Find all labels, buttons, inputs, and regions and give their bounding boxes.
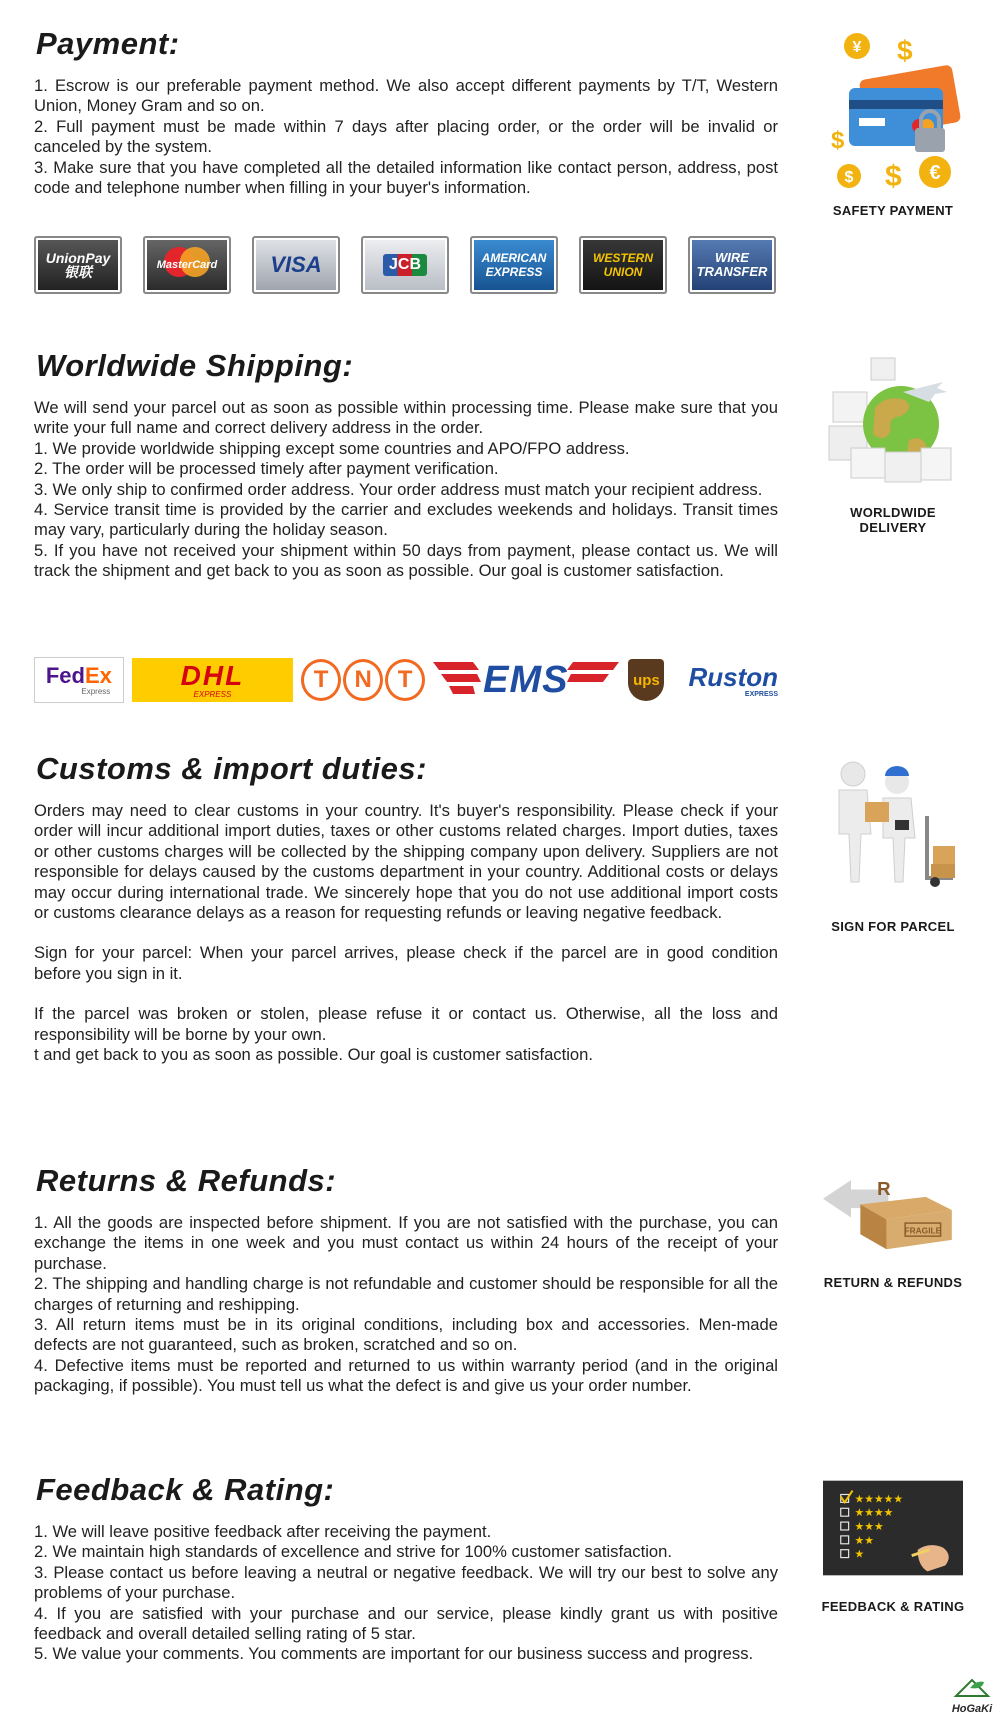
returns-paragraph: 3. All return items must be in its original conditions, including box and accessories. Men-made defects are not guaranteed, such as broken, scratched and so on. (34, 1315, 778, 1355)
svg-text:★★★★: ★★★★ (854, 1506, 894, 1520)
box-letter: R (877, 1178, 891, 1200)
jcb-mark (383, 254, 427, 276)
shipping-text (34, 398, 778, 582)
star-rating-chalkboard-icon (823, 1480, 963, 1576)
fedex-logo (34, 657, 124, 703)
tnt-letter: T (301, 659, 341, 701)
worldwide-delivery-icon (823, 352, 963, 492)
customs-section (34, 751, 778, 1065)
returns-paragraph: 4. Defective items must be reported and returned to us within warranty period (and in the original packaging, if possible). You must tell us what the defect is and give us your order number. (34, 1355, 778, 1396)
returns-title: Returns & Refunds: (36, 1163, 337, 1198)
payment-paragraph: 3. Make sure that you have completed all the detailed information like contact person, address, post code and telephone number when filling in your buyer's information. (34, 157, 778, 198)
svg-text:$: $ (831, 127, 845, 154)
shipping-title: Worldwide Shipping: (36, 348, 354, 383)
fedex-text-b: Ex (84, 662, 112, 688)
shipping-paragraph: 5. If you have not received your shipment within 50 days from payment, please contact us. We will track the shipment and get back to you as soon as possible. Our goal is customer satisfaction. (34, 540, 778, 581)
payment-paragraph: 2. Full payment must be made within 7 days after placing order, or the order will be invalid or canceled by the system. (34, 116, 778, 157)
shipping-paragraph: 2. The order will be processed timely after payment verification. (34, 459, 499, 479)
payment-title: Payment: (36, 26, 180, 61)
dhl-sub-text: EXPRESS (193, 689, 232, 699)
feedback-text (34, 1522, 778, 1665)
return-refunds-label: RETURN & REFUNDS (823, 1275, 963, 1290)
sign-for-parcel-icon (823, 760, 963, 888)
western-union-text-1: WESTERN (593, 251, 653, 265)
ruston-logo (674, 658, 778, 702)
safety-payment-label: SAFETY PAYMENT (832, 203, 954, 218)
ups-logo (627, 658, 667, 702)
ruston-text: Ruston (688, 661, 778, 692)
payment-section (34, 26, 778, 198)
svg-text:$: $ (897, 35, 913, 66)
brand-leaf-icon (950, 1676, 994, 1698)
fedex-text-a: Fed (45, 662, 85, 688)
safety-payment-badge (818, 28, 968, 218)
customs-paragraph: Sign for your parcel: When your parcel arrives, please check if the parcel are in good condition before you sign in it. (34, 943, 778, 983)
svg-text:€: € (929, 162, 941, 184)
fedex-sub-text: Express (81, 686, 111, 696)
svg-text:★: ★ (854, 1547, 865, 1561)
svg-text:$: $ (844, 169, 854, 186)
feedback-section (34, 1472, 778, 1665)
mastercard-text: MasterCard (156, 259, 218, 271)
feedback-paragraph: 5. We value your comments. You comments are important for our business success and progress. (34, 1644, 754, 1664)
feedback-paragraph: 4. If you are satisfied with your purchase and our service, please kindly grant us with positive feedback and overall detailed selling rating of 5 star. (34, 1603, 778, 1644)
payment-paragraph: 1. Escrow is our preferable payment method. We also accept different payments by T/T, Western Union, Money Gram and so on. (34, 76, 778, 116)
returns-paragraph: 1. All the goods are inspected before shipment. If you are not satisfied with the purchase, you can exchange the items in one week and you must contact us within 24 hours of the receipt of your purchase. (34, 1213, 778, 1273)
shipping-paragraph: 4. Service transit time is provided by the carrier and excludes weekends and holidays. Transit times may vary, particularly during the holiday season. (34, 500, 778, 540)
wire-transfer-logo (688, 236, 776, 294)
paragraph-spacer (34, 984, 778, 1004)
visa-text: VISA (270, 252, 322, 277)
unionpay-cn-text: 银联 (63, 264, 92, 280)
sign-for-parcel-label: SIGN FOR PARCEL (831, 919, 955, 934)
visa-logo (252, 236, 340, 294)
feedback-paragraph: 1. We will leave positive feedback after receiving the payment. (34, 1522, 492, 1541)
svg-text:¥: ¥ (852, 39, 862, 56)
feedback-paragraph: 2. We maintain high standards of excellence and strive for 100% customer satisfaction. (34, 1542, 672, 1562)
fragile-stamp: FRAGILE (904, 1225, 942, 1236)
svg-text:★★★: ★★★ (854, 1519, 884, 1533)
western-union-text-2: UNION (603, 265, 643, 279)
customs-paragraph: Orders may need to clear customs in your country. It's buyer's responsibility. Please check if your order will incur additional import duties, taxes or other customs related charges. Import duties, taxes or other customs charges will be collected by the shipping company upon delivery. Suppliers are not responsible for delays caused by the customs department in your country. Additional costs or delays may occur during international trade. We sincerely hope that you do not use additional import costs or customs clearance delays as a reason for requesting refunds or leaving negative feedback. (34, 801, 778, 923)
safety-payment-icon (823, 28, 963, 190)
svg-text:★★★★★: ★★★★★ (854, 1492, 904, 1506)
brand-name: HoGaKi (951, 1703, 993, 1715)
svg-text:$: $ (885, 160, 902, 190)
returns-text (34, 1213, 778, 1397)
brand-watermark (946, 1676, 998, 1715)
ruston-sub-text: EXPRESS (744, 690, 778, 698)
customs-paragraph: If the parcel was broken or stolen, please refuse it or contact us. Otherwise, all the loss and responsibility will be borne by your own. (34, 1004, 778, 1044)
dhl-logo (132, 658, 293, 702)
jcb-logo (361, 236, 449, 294)
feedback-rating-label: FEEDBACK & RATING (821, 1599, 965, 1614)
unionpay-text: UnionPay (45, 250, 111, 266)
wire-text-2: TRANSFER (696, 264, 768, 279)
shipping-section (34, 348, 778, 582)
return-refunds-badge (818, 1168, 968, 1290)
dhl-text: DHL (180, 659, 245, 691)
ups-text: ups (628, 659, 664, 701)
paragraph-spacer (34, 923, 778, 943)
mastercard-logo (143, 236, 231, 294)
worldwide-delivery-badge (818, 352, 968, 535)
tnt-letter: N (343, 659, 383, 701)
ems-logo (433, 658, 618, 702)
ems-text: EMS (483, 658, 569, 701)
western-union-logo (579, 236, 667, 294)
tnt-logo (301, 658, 425, 702)
jcb-text: JCB (383, 254, 427, 276)
svg-text:★★: ★★ (854, 1533, 874, 1547)
customs-title: Customs & import duties: (36, 751, 427, 786)
american-express-logo (470, 236, 558, 294)
feedback-title: Feedback & Rating: (36, 1472, 335, 1507)
amex-text-2: EXPRESS (485, 265, 543, 279)
unionpay-logo (34, 236, 122, 294)
customs-paragraph: t and get back to you as soon as possible. Our goal is customer satisfaction. (34, 1045, 593, 1065)
returns-section (34, 1163, 778, 1397)
payment-text (34, 76, 778, 198)
sign-for-parcel-badge (818, 760, 968, 934)
shipping-paragraph: 3. We only ship to confirmed order address. Your order address must match your recipient address. (34, 479, 763, 499)
shipping-paragraph: We will send your parcel out as soon as possible within processing time. Please make sure that you write your full name and correct delivery address in the order. (34, 398, 778, 438)
wire-text-1: WIRE (715, 250, 749, 265)
amex-text-1: AMERICAN (481, 251, 547, 265)
worldwide-delivery-label: WORLDWIDE DELIVERY (850, 505, 936, 535)
shipping-paragraph: 1. We provide worldwide shipping except some countries and APO/FPO address. (34, 438, 630, 458)
returns-paragraph: 2. The shipping and handling charge is not refundable and customer should be responsible for all the charges of returning and reshipping. (34, 1274, 778, 1314)
tnt-letter: T (385, 659, 425, 701)
feedback-rating-badge (818, 1480, 968, 1614)
return-box-icon (823, 1168, 963, 1252)
carrier-logos (34, 655, 778, 705)
payment-method-logos (34, 236, 778, 298)
feedback-paragraph: 3. Please contact us before leaving a neutral or negative feedback. We will try our best to solve any problems of your purchase. (34, 1562, 778, 1603)
customs-text (34, 801, 778, 1065)
